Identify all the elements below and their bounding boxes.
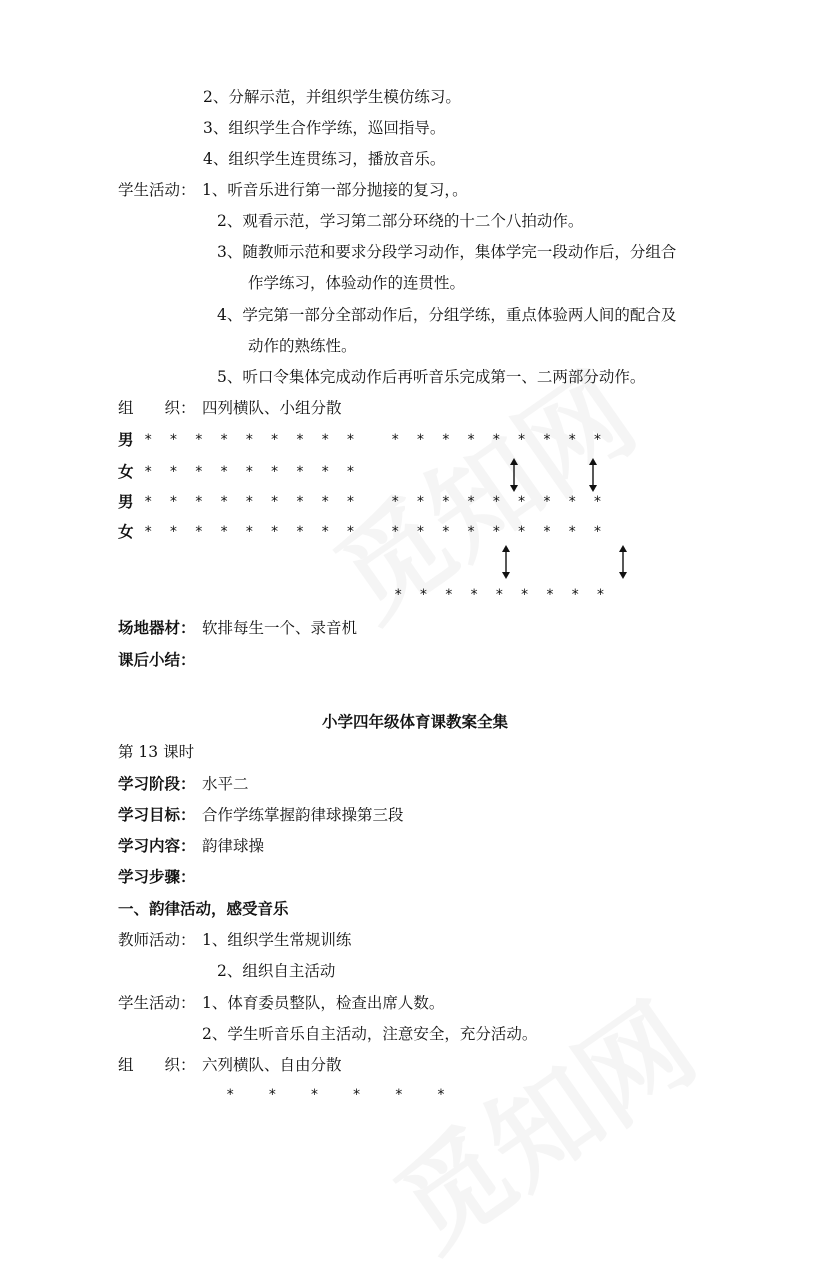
row-label-male-1: 男 [118,430,134,449]
organization-label: 组 织： [118,399,196,417]
left-stars-row-3: * * * * * * * * * [144,494,355,510]
goal-value: 合作学练掌握韵律球操第三段 [202,806,404,824]
stage-value: 水平二 [202,775,249,793]
goal-label: 学习目标： [118,805,196,824]
organization-value: 四列横队、小组分散 [202,399,342,417]
double-arrow-icon [617,545,629,579]
student-step-1b: 1、体育委员整队，检查出席人数。 [202,994,445,1012]
double-arrow-icon [500,545,512,579]
student-step-4-cont: 动作的熟练性。 [248,337,357,355]
equipment-value: 软排每生一个、录音机 [202,619,358,637]
left-stars-row-2: * * * * * * * * * [144,464,355,480]
student-step-2: 2、观看示范，学习第二部分环绕的十二个八拍动作。 [217,212,584,230]
organization-label-2: 组 织： [118,1056,196,1074]
row-label-female-2: 女 [118,522,134,541]
organization-value-2: 六列横队、自由分散 [202,1056,342,1074]
formation-stars-row: * * * * * * [226,1087,446,1103]
right-stars-row-bottom: * * * * * * * * * [394,587,605,603]
student-step-3: 3、随教师示范和要求分段学习动作，集体学完一段动作后，分组合 [217,243,677,261]
student-step-3-cont: 作学练习，体验动作的连贯性。 [248,274,466,292]
teacher-step-1: 1、组织学生常规训练 [202,931,352,949]
teacher-activity-label: 教师活动： [118,931,196,949]
teacher-step-3: 3、组织学生合作学练，巡回指导。 [203,119,446,137]
student-activity-label: 学生活动： [118,181,196,199]
steps-label: 学习步骤： [118,867,196,886]
student-step-4: 4、学完第一部分全部动作后，分组学练，重点体验两人间的配合及 [217,306,677,324]
row-label-female-1: 女 [118,462,134,481]
left-stars-row-1: * * * * * * * * * [144,432,355,448]
teacher-step-4: 4、组织学生连贯练习，播放音乐。 [203,150,446,168]
summary-label: 课后小结： [118,650,196,669]
student-step-1: 1、听音乐进行第一部分抛接的复习，。 [202,181,468,199]
content-value: 韵律球操 [202,837,265,855]
row-label-male-2: 男 [118,492,134,511]
student-step-2b: 2、学生听音乐自主活动，注意安全，充分活动。 [202,1025,538,1043]
student-activity-label-2: 学生活动： [118,994,196,1012]
part-one-heading: 一、韵律活动，感受音乐 [118,899,289,918]
student-step-5: 5、听口令集体完成动作后再听音乐完成第一、二两部分动作。 [217,368,646,386]
document-title: 小学四年级体育课教案全集 [321,712,508,731]
right-stars-row-1: * * * * * * * * * [391,432,602,448]
teacher-step-2b: 2、组织自主活动 [217,962,336,980]
right-stars-row-3: * * * * * * * * * [391,494,602,510]
double-arrow-icon [587,458,599,492]
equipment-label: 场地器材： [118,618,196,637]
left-stars-row-4: * * * * * * * * * [144,524,355,540]
stage-label: 学习阶段： [118,774,196,793]
right-stars-row-4: * * * * * * * * * [391,524,602,540]
teacher-step-2: 2、分解示范，并组织学生模仿练习。 [203,88,461,106]
double-arrow-icon [508,458,520,492]
content-label: 学习内容： [118,836,196,855]
lesson-number: 第 13 课时 [118,743,195,761]
